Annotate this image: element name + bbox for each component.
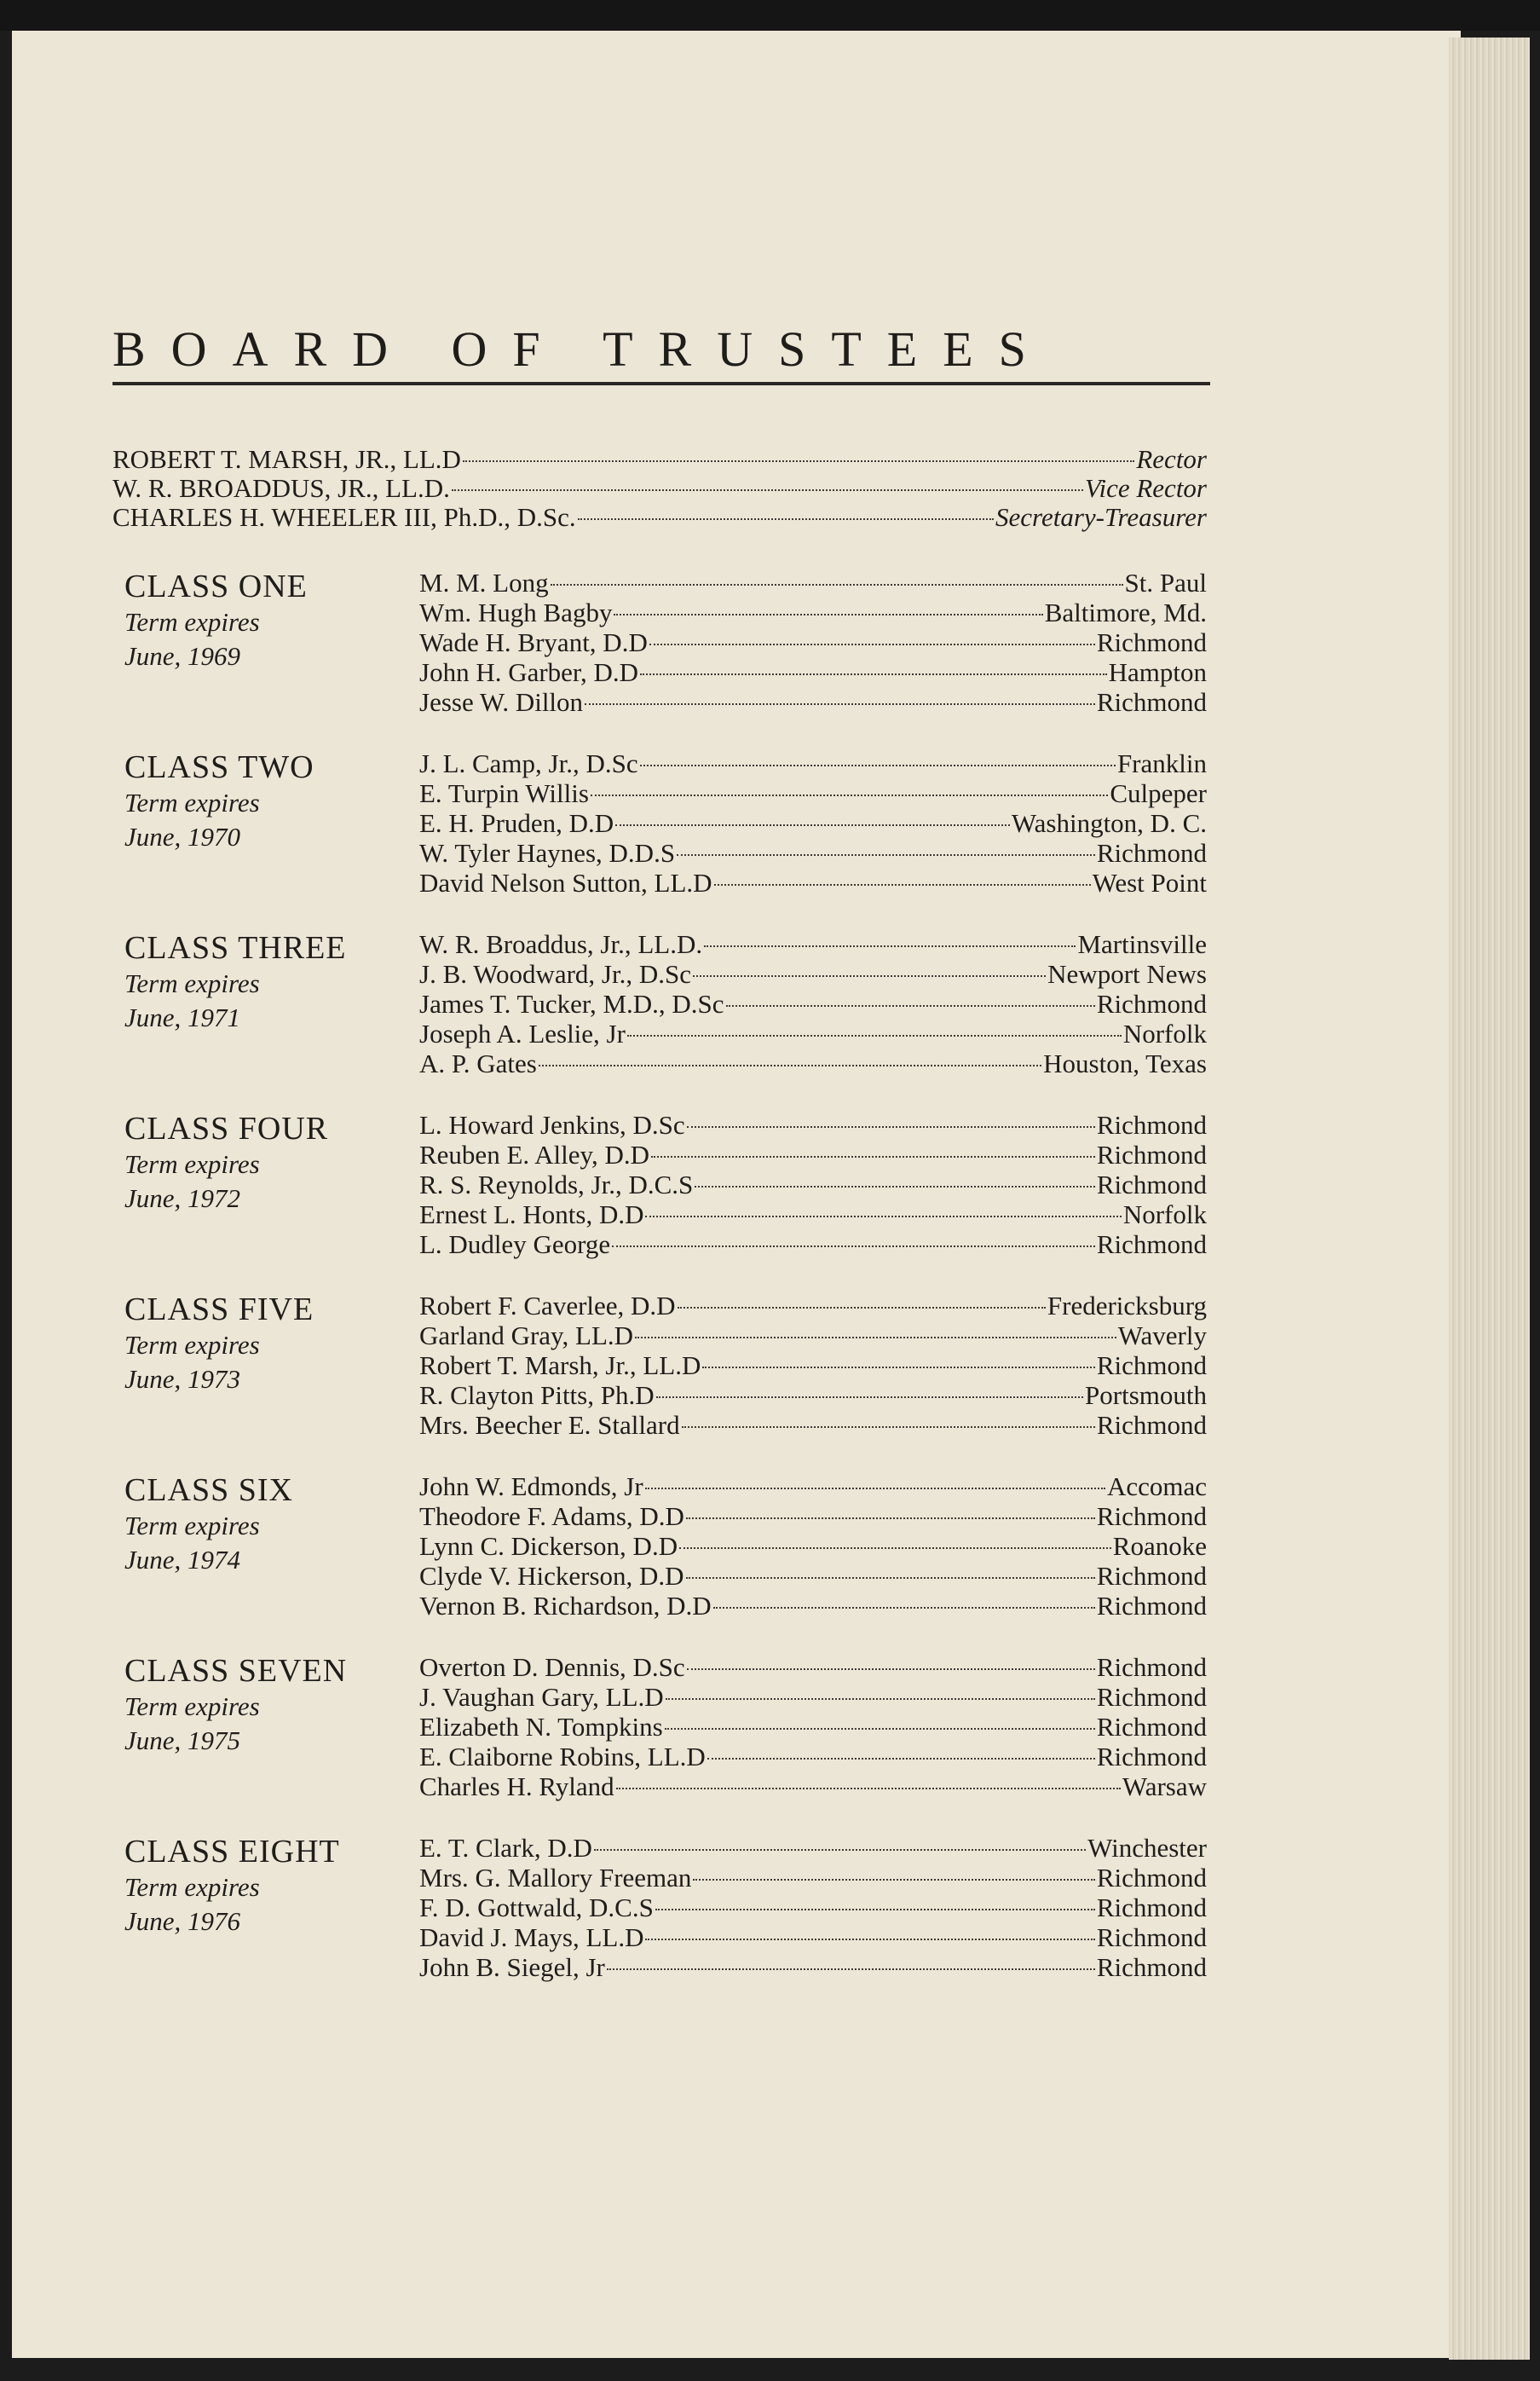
member-list xyxy=(419,1833,1207,1982)
member-name: Reuben E. Alley, D.D xyxy=(419,1140,650,1170)
page-stack-edge xyxy=(1449,38,1530,2360)
member-name: Mrs. G. Mallory Freeman xyxy=(419,1863,692,1893)
class-label xyxy=(124,748,397,854)
dot-leader xyxy=(640,673,1107,675)
class-title: CLASS FIVE xyxy=(124,1292,314,1327)
term-date: June, 1974 xyxy=(124,1545,241,1575)
dot-leader xyxy=(693,1879,1094,1881)
member-place: Warsaw xyxy=(1122,1771,1207,1801)
member-row xyxy=(419,1771,1207,1801)
member-place: Richmond xyxy=(1096,838,1207,868)
member-place: Richmond xyxy=(1096,1652,1207,1682)
member-row xyxy=(419,1531,1207,1561)
member-name: E. Claiborne Robins, LL.D xyxy=(419,1742,706,1771)
member-row xyxy=(419,868,1207,898)
heading-rule xyxy=(112,382,1210,385)
class-label xyxy=(124,1833,397,1939)
dot-leader xyxy=(463,460,1134,462)
member-name: Elizabeth N. Tompkins xyxy=(419,1712,663,1742)
term-label: Term expires xyxy=(124,968,260,998)
dot-leader xyxy=(687,1126,1095,1128)
member-name: Overton D. Dennis, D.Sc xyxy=(419,1652,685,1682)
member-place: Richmond xyxy=(1096,1410,1207,1440)
officer-row xyxy=(112,474,1207,503)
dot-leader xyxy=(686,1517,1095,1519)
dot-leader xyxy=(635,1337,1116,1338)
member-place: Franklin xyxy=(1116,748,1207,778)
officer-name: CHARLES H. WHEELER III, Ph.D., D.Sc. xyxy=(112,502,576,532)
member-row xyxy=(419,808,1207,838)
member-row xyxy=(419,1712,1207,1742)
dot-leader xyxy=(666,1698,1095,1700)
member-row xyxy=(419,1591,1207,1621)
class-label xyxy=(124,1110,397,1216)
officer-role: Vice Rector xyxy=(1084,473,1207,503)
dot-leader xyxy=(607,1968,1095,1970)
member-place: Winchester xyxy=(1087,1833,1207,1863)
dot-leader xyxy=(707,1758,1095,1760)
member-row xyxy=(419,929,1207,959)
member-name: Mrs. Beecher E. Stallard xyxy=(419,1410,680,1440)
dot-leader xyxy=(651,1156,1095,1158)
class-title: CLASS SIX xyxy=(124,1472,293,1508)
member-name: L. Dudley George xyxy=(419,1229,611,1259)
officer-name: ROBERT T. MARSH, JR., LL.D xyxy=(112,444,461,474)
dot-leader xyxy=(551,584,1123,586)
member-row xyxy=(419,687,1207,717)
member-row xyxy=(419,1110,1207,1140)
member-place: Richmond xyxy=(1096,1591,1207,1621)
term-label: Term expires xyxy=(124,1872,260,1902)
member-row xyxy=(419,568,1207,598)
member-place: Waverly xyxy=(1117,1321,1207,1350)
member-name: James T. Tucker, M.D., D.Sc xyxy=(419,989,724,1019)
member-place: Richmond xyxy=(1096,1110,1207,1140)
member-row xyxy=(419,959,1207,989)
term-label: Term expires xyxy=(124,607,260,637)
member-row xyxy=(419,1291,1207,1321)
term-label: Term expires xyxy=(124,1691,260,1721)
officer-name: W. R. BROADDUS, JR., LL.D. xyxy=(112,473,450,503)
member-row xyxy=(419,1952,1207,1982)
officer-row xyxy=(112,445,1207,474)
member-name: J. Vaughan Gary, LL.D xyxy=(419,1682,664,1712)
member-row xyxy=(419,778,1207,808)
member-place: Richmond xyxy=(1096,1501,1207,1531)
class-block xyxy=(112,1110,1207,1272)
member-name: David Nelson Sutton, LL.D xyxy=(419,868,712,898)
member-place: Richmond xyxy=(1096,1893,1207,1922)
class-title: CLASS ONE xyxy=(124,569,308,604)
officer-row xyxy=(112,503,1207,532)
member-place: Richmond xyxy=(1096,1350,1207,1380)
member-place: Richmond xyxy=(1096,1170,1207,1199)
term-date: June, 1973 xyxy=(124,1364,241,1394)
member-name: Wm. Hugh Bagby xyxy=(419,598,613,627)
member-name: Jesse W. Dillon xyxy=(419,687,584,717)
member-place: Richmond xyxy=(1096,1863,1207,1893)
class-title: CLASS SEVEN xyxy=(124,1653,348,1689)
page-heading: BOARD OF TRUSTEES xyxy=(112,321,1052,377)
member-name: E. T. Clark, D.D xyxy=(419,1833,592,1863)
member-name: F. D. Gottwald, D.C.S xyxy=(419,1893,654,1922)
member-name: Charles H. Ryland xyxy=(419,1771,614,1801)
member-row xyxy=(419,838,1207,868)
dot-leader xyxy=(645,1216,1121,1217)
member-list xyxy=(419,1110,1207,1259)
member-place: Richmond xyxy=(1096,1140,1207,1170)
member-name: Joseph A. Leslie, Jr xyxy=(419,1019,626,1049)
member-name: E. Turpin Willis xyxy=(419,778,589,808)
member-list xyxy=(419,1291,1207,1440)
term-date: June, 1975 xyxy=(124,1725,241,1755)
class-block xyxy=(112,748,1207,910)
member-row xyxy=(419,1350,1207,1380)
member-row xyxy=(419,1321,1207,1350)
class-block xyxy=(112,568,1207,730)
member-row xyxy=(419,1501,1207,1531)
dot-leader xyxy=(627,1035,1122,1037)
member-row xyxy=(419,1170,1207,1199)
member-row xyxy=(419,1049,1207,1078)
dot-leader xyxy=(645,1488,1105,1489)
member-place: Richmond xyxy=(1096,1742,1207,1771)
member-name: M. M. Long xyxy=(419,568,549,598)
officers-list xyxy=(112,445,1207,532)
class-label xyxy=(124,1471,397,1577)
class-block xyxy=(112,1652,1207,1814)
member-place: Richmond xyxy=(1096,1952,1207,1982)
term-date: June, 1972 xyxy=(124,1183,241,1213)
dot-leader xyxy=(585,703,1095,705)
dot-leader xyxy=(726,1005,1095,1007)
member-name: Ernest L. Honts, D.D xyxy=(419,1199,644,1229)
member-name: W. Tyler Haynes, D.D.S xyxy=(419,838,676,868)
dot-leader xyxy=(655,1909,1095,1910)
dot-leader xyxy=(594,1849,1086,1851)
dot-leader xyxy=(614,614,1042,615)
member-place: Newport News xyxy=(1047,959,1207,989)
class-title: CLASS TWO xyxy=(124,749,314,785)
dot-leader xyxy=(578,518,994,520)
member-place: Martinsville xyxy=(1077,929,1207,959)
class-title: CLASS THREE xyxy=(124,930,347,966)
member-row xyxy=(419,1140,1207,1170)
member-name: Theodore F. Adams, D.D xyxy=(419,1501,684,1531)
member-row xyxy=(419,1742,1207,1771)
term-date: June, 1976 xyxy=(124,1906,241,1936)
member-name: J. B. Woodward, Jr., D.Sc xyxy=(419,959,691,989)
member-name: Lynn C. Dickerson, D.D xyxy=(419,1531,678,1561)
officer-role: Secretary-Treasurer xyxy=(995,502,1207,532)
dot-leader xyxy=(693,975,1046,977)
member-row xyxy=(419,1652,1207,1682)
dot-leader xyxy=(679,1547,1111,1549)
member-row xyxy=(419,1863,1207,1893)
member-place: St. Paul xyxy=(1124,568,1207,598)
dot-leader xyxy=(682,1426,1095,1428)
member-place: Norfolk xyxy=(1122,1019,1207,1049)
member-name: E. H. Pruden, D.D xyxy=(419,808,614,838)
member-place: West Point xyxy=(1092,868,1207,898)
member-place: Culpeper xyxy=(1110,778,1207,808)
member-place: Baltimore, Md. xyxy=(1044,598,1207,627)
member-row xyxy=(419,1922,1207,1952)
member-name: A. P. Gates xyxy=(419,1049,537,1078)
member-place: Portsmouth xyxy=(1085,1380,1207,1410)
member-place: Accomac xyxy=(1106,1471,1207,1501)
member-name: Vernon B. Richardson, D.D xyxy=(419,1591,712,1621)
member-row xyxy=(419,1893,1207,1922)
member-row xyxy=(419,1682,1207,1712)
dot-leader xyxy=(649,644,1095,645)
dot-leader xyxy=(713,1607,1095,1609)
class-label xyxy=(124,1652,397,1758)
member-row xyxy=(419,1229,1207,1259)
class-label xyxy=(124,1291,397,1396)
dot-leader xyxy=(702,1367,1094,1368)
dot-leader xyxy=(704,945,1076,947)
officer-role: Rector xyxy=(1136,444,1207,474)
member-place: Hampton xyxy=(1108,657,1207,687)
member-row xyxy=(419,1833,1207,1863)
member-place: Richmond xyxy=(1096,1682,1207,1712)
member-row xyxy=(419,598,1207,627)
class-block xyxy=(112,1471,1207,1633)
term-label: Term expires xyxy=(124,1511,260,1540)
member-list xyxy=(419,568,1207,717)
member-row xyxy=(419,657,1207,687)
member-place: Roanoke xyxy=(1112,1531,1207,1561)
member-place: Richmond xyxy=(1096,1712,1207,1742)
member-row xyxy=(419,627,1207,657)
member-name: John H. Garber, D.D xyxy=(419,657,639,687)
member-list xyxy=(419,1652,1207,1801)
term-label: Term expires xyxy=(124,1149,260,1179)
dot-leader xyxy=(612,1245,1095,1247)
member-place: Houston, Texas xyxy=(1043,1049,1207,1078)
member-place: Norfolk xyxy=(1122,1199,1207,1229)
member-name: Garland Gray, LL.D xyxy=(419,1321,634,1350)
member-list xyxy=(419,748,1207,898)
dot-leader xyxy=(656,1396,1083,1398)
dot-leader xyxy=(539,1065,1041,1066)
member-place: Richmond xyxy=(1096,687,1207,717)
term-date: June, 1971 xyxy=(124,1003,241,1032)
book-gutter-shadow xyxy=(0,0,1540,31)
class-title: CLASS FOUR xyxy=(124,1111,329,1147)
member-name: David J. Mays, LL.D xyxy=(419,1922,644,1952)
member-place: Richmond xyxy=(1096,627,1207,657)
member-name: R. Clayton Pitts, Ph.D xyxy=(419,1380,655,1410)
dot-leader xyxy=(677,854,1095,856)
member-place: Richmond xyxy=(1096,1561,1207,1591)
member-name: J. L. Camp, Jr., D.Sc xyxy=(419,748,638,778)
class-block xyxy=(112,929,1207,1091)
member-list xyxy=(419,929,1207,1078)
member-name: R. S. Reynolds, Jr., D.C.S xyxy=(419,1170,694,1199)
member-place: Richmond xyxy=(1096,1229,1207,1259)
dot-leader xyxy=(615,824,1010,826)
dot-leader xyxy=(591,795,1108,796)
term-label: Term expires xyxy=(124,788,260,818)
member-row xyxy=(419,1471,1207,1501)
dot-leader xyxy=(695,1186,1095,1188)
member-name: John W. Edmonds, Jr xyxy=(419,1471,643,1501)
term-date: June, 1969 xyxy=(124,641,241,671)
class-label xyxy=(124,929,397,1035)
dot-leader xyxy=(665,1728,1095,1730)
member-row xyxy=(419,1410,1207,1440)
member-name: Clyde V. Hickerson, D.D xyxy=(419,1561,684,1591)
member-name: Robert F. Caverlee, D.D xyxy=(419,1291,676,1321)
class-block xyxy=(112,1833,1207,1995)
member-name: Robert T. Marsh, Jr., LL.D xyxy=(419,1350,701,1380)
class-title: CLASS EIGHT xyxy=(124,1834,340,1870)
member-row xyxy=(419,1019,1207,1049)
dot-leader xyxy=(687,1668,1095,1670)
member-place: Richmond xyxy=(1096,1922,1207,1952)
dot-leader xyxy=(452,489,1083,491)
dot-leader xyxy=(640,765,1116,766)
member-place: Richmond xyxy=(1096,989,1207,1019)
class-block xyxy=(112,1291,1207,1453)
member-row xyxy=(419,1199,1207,1229)
member-name: Wade H. Bryant, D.D xyxy=(419,627,648,657)
member-list xyxy=(419,1471,1207,1621)
dot-leader xyxy=(678,1307,1046,1309)
member-place: Fredericksburg xyxy=(1047,1291,1207,1321)
member-row xyxy=(419,1561,1207,1591)
term-date: June, 1970 xyxy=(124,822,241,852)
term-label: Term expires xyxy=(124,1330,260,1360)
dot-leader xyxy=(714,884,1091,886)
dot-leader xyxy=(645,1939,1094,1940)
member-name: John B. Siegel, Jr xyxy=(419,1952,605,1982)
member-name: W. R. Broaddus, Jr., LL.D. xyxy=(419,929,703,959)
member-row xyxy=(419,1380,1207,1410)
member-row xyxy=(419,989,1207,1019)
book-page xyxy=(12,31,1461,2358)
member-name: L. Howard Jenkins, D.Sc xyxy=(419,1110,685,1140)
member-row xyxy=(419,748,1207,778)
member-place: Washington, D. C. xyxy=(1011,808,1207,838)
class-label xyxy=(124,568,397,673)
dot-leader xyxy=(616,1788,1121,1789)
dot-leader xyxy=(686,1577,1095,1579)
